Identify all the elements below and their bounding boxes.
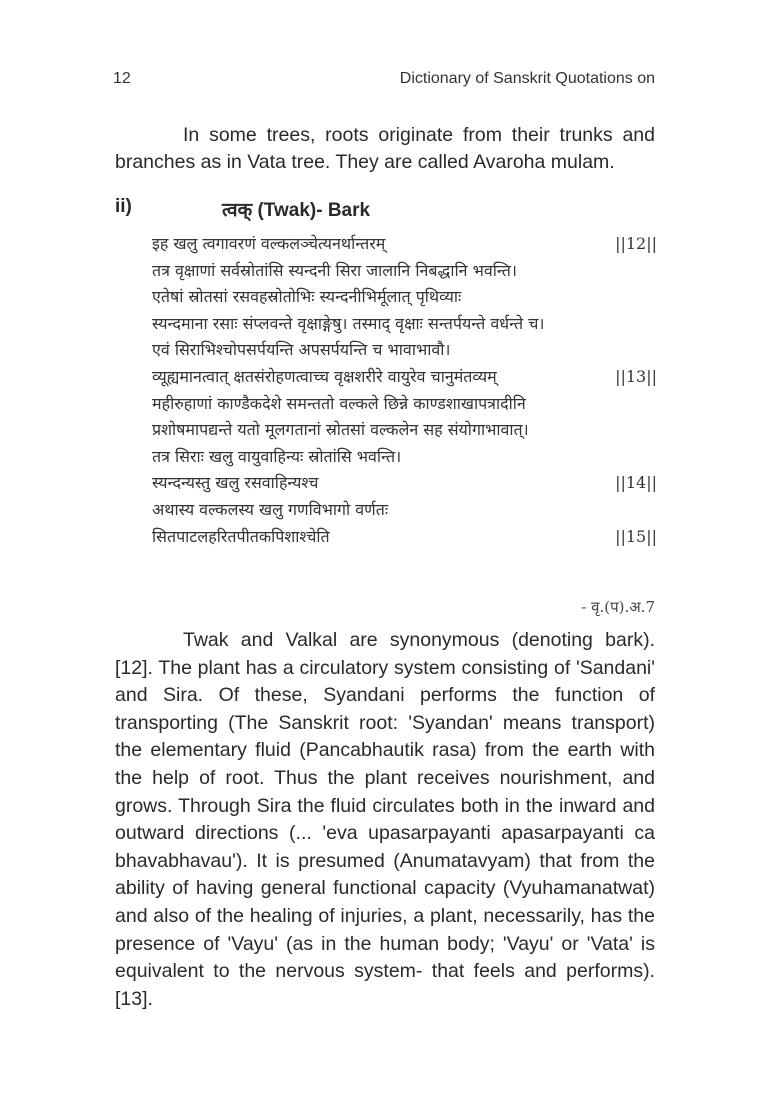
section-title: त्वक् (Twak)- Bark	[222, 200, 371, 221]
verse-text: प्रशोषमापद्यन्ते यतो मूलगतानां स्रोतसां वल्कलेन सह संयोगाभावात्।	[152, 420, 529, 440]
verse-text: तत्र वृक्षाणां सर्वस्रोतांसि स्यन्दनी सिरा जालानि निबद्धानि भवन्ति।	[152, 260, 517, 280]
verse-text: स्यन्दमाना रसाः संप्लवन्ते वृक्षाङ्गेषु। तस्माद् वृक्षाः सन्तर्पयन्ते वर्धन्ते च।	[152, 313, 545, 333]
running-header	[113, 70, 655, 88]
intro-text: In some trees, roots originate from their trunks and branches as in Vata tree. They are called Avaroha mulam.	[115, 124, 655, 173]
verse-line	[152, 391, 657, 418]
verse-line	[152, 284, 657, 311]
verse-number: ||15||	[615, 526, 657, 546]
verse-number: ||12||	[615, 234, 657, 253]
explanation-text: Twak and Valkal are synonymous (denoting bark). [12]. The plant has a circulatory system consisting of 'Sandani' and Sira. Of these, Syandani performs the function of transporting (The Sanskrit root: 'Syandan' means transport) the elementary fluid (Pancabhautik rasa) from the earth with the help of root. Thus the plant receives nourishment, and grows. Through Sira the fluid circulates both in the inward and outward directions (... 'eva upasarpayanti apasarpayanti ca bhavabhavau'). It is presumed (Anumatavyam) that from the ability of having general functional capacity (Vyuhamanatwat) and also of the healing of injuries, a plant, necessarily, has the presence of 'Vayu' (as in the human body; 'Vayu' or 'Vata' is equivalent to the nervous system- that feels and performs). [13].	[115, 629, 655, 1010]
verse-line	[152, 231, 657, 258]
section-heading	[115, 196, 370, 222]
verse-line	[152, 417, 657, 444]
verse-line	[152, 337, 657, 364]
verse-line	[152, 524, 657, 551]
verse-line	[152, 444, 657, 471]
verse-text: व्यूह्यमानत्वात् क्षतसंरोहणत्वाच्च वृक्षशरीरे वायुरेव चानुमंतव्यम्	[152, 366, 497, 386]
verse-text: इह खलु त्वगावरणं वल्कलञ्चेत्यनर्थान्तरम्	[152, 234, 386, 253]
verse-line	[152, 364, 657, 391]
verse-text: स्यन्दन्यस्तु खलु रसवाहिन्यश्च	[152, 473, 319, 493]
verse-line	[152, 311, 657, 338]
intro-paragraph	[115, 122, 655, 176]
verse-text: एवं सिराभिश्चोपसर्पयन्ति अपसर्पयन्ति च भावाभावौ।	[152, 340, 451, 360]
verse-text: तत्र सिराः खलु वायुवाहिन्यः स्रोतांसि भवन्ति।	[152, 446, 402, 466]
section-number: ii)	[115, 196, 132, 217]
verse-line	[152, 258, 657, 285]
verse-number: ||14||	[615, 473, 657, 493]
verse-text: महीरुहाणां काण्डैकदेशे समन्ततो वल्कले छिन्ने काण्डशाखापत्रादीनि	[152, 393, 526, 413]
verse-line	[152, 470, 657, 497]
verse-line	[152, 497, 657, 524]
verse-text: एतेषां स्रोतसां रसवहस्रोतोभिः स्यन्दनीभिर्मूलात् पृथिव्याः	[152, 287, 462, 307]
page-number: 12	[113, 70, 131, 87]
explanation-paragraph	[115, 627, 655, 1013]
running-title: Dictionary of Sanskrit Quotations on	[399, 70, 655, 87]
sanskrit-verses	[152, 231, 657, 550]
citation: - वृ.(प).अ.7	[581, 598, 655, 616]
verse-text: अथास्य वल्कलस्य खलु गणविभागो वर्णतः	[152, 499, 389, 519]
verse-text: सितपाटलहरितपीतकपिशाश्चेति	[152, 526, 330, 546]
verse-number: ||13||	[615, 366, 657, 386]
